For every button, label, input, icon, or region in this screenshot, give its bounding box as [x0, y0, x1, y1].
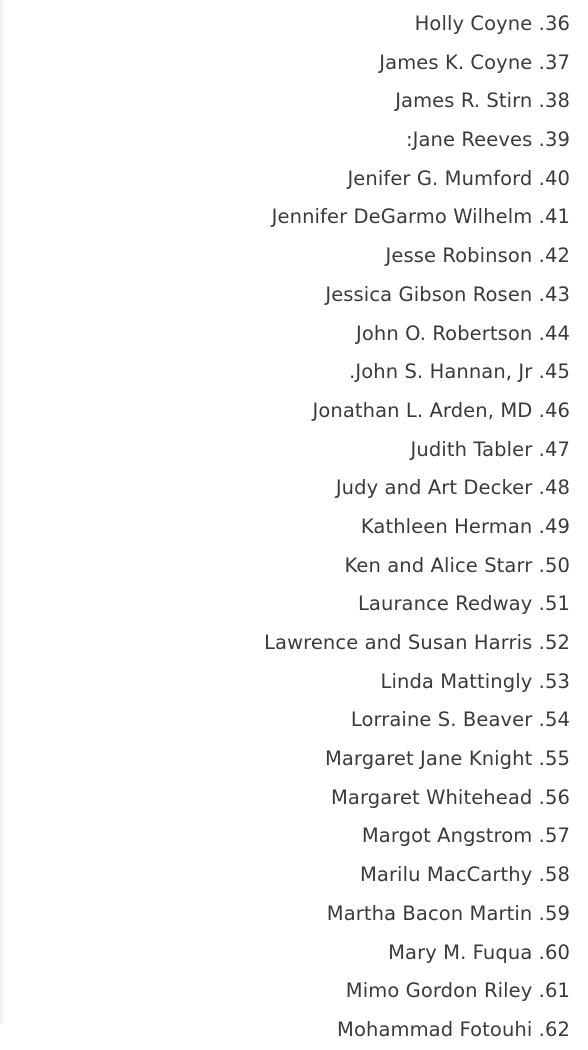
list-item: 55. Margaret Jane Knight	[324, 747, 570, 771]
list-item-name: Martha Bacon Martin	[326, 901, 533, 925]
list-item-number: 38	[544, 89, 570, 113]
list-item-number: 47	[544, 437, 570, 461]
names-list	[264, 5, 570, 1050]
list-item-number: 41	[544, 205, 570, 229]
list-item-name: Marilu MacCarthy	[359, 863, 533, 887]
list-item: 39. Jane Reeves:	[405, 128, 570, 152]
list-item-name: Jennifer DeGarmo Wilhelm	[271, 205, 533, 229]
list-item: 57. Margot Angstrom	[361, 824, 570, 848]
list-item: 48. Judy and Art Decker	[335, 476, 570, 500]
list-item: 43. Jessica Gibson Rosen	[325, 282, 570, 306]
list-item-number: 58	[544, 863, 570, 887]
list-item: 61. Mimo Gordon Riley	[345, 979, 570, 1003]
list-item: 60. Mary M. Fuqua	[388, 940, 570, 964]
list-item-name: Ken and Alice Starr	[344, 553, 533, 577]
list-item-name: Mary M. Fuqua	[388, 940, 533, 964]
list-item: 62. Mohammad Fotouhi	[337, 1017, 570, 1041]
page-left-edge	[0, 0, 3, 1024]
list-item: 42. Jesse Robinson	[385, 244, 570, 268]
list-item: 45. John S. Hannan, Jr.	[349, 360, 570, 384]
list-item: 46. Jonathan L. Arden, MD	[312, 398, 570, 422]
list-item-number: 52	[544, 631, 570, 654]
list-item: 41. Jennifer DeGarmo Wilhelm	[271, 205, 570, 229]
list-item-number: 44	[544, 321, 570, 345]
list-item-name: John S. Hannan, Jr.	[349, 360, 533, 384]
list-item-number: 37	[544, 50, 570, 74]
list-item-number: 40	[544, 166, 570, 190]
list-item: 44. John O. Robertson	[356, 321, 570, 345]
list-item: 49. Kathleen Herman	[360, 514, 570, 538]
list-item-number: 51	[544, 592, 570, 616]
list-item-name: James K. Coyne	[379, 50, 533, 74]
list-item-name: Lawrence and Susan Harris	[264, 631, 533, 654]
list-item: 51. Laurance Redway	[357, 592, 570, 616]
list-item-name: Judith Tabler	[410, 437, 533, 461]
list-item-number: 60	[544, 940, 570, 964]
list-item-name: Jonathan L. Arden, MD	[312, 398, 533, 422]
list-item-number: 46	[544, 398, 570, 422]
list-item: 40. Jenifer G. Mumford	[347, 166, 570, 190]
list-item-number: 57	[544, 824, 570, 848]
list-item: 58. Marilu MacCarthy	[359, 863, 570, 887]
list-item-name: Holly Coyne	[414, 12, 533, 35]
list-item-name: James R. Stirn	[395, 89, 533, 113]
list-item-number: 56	[544, 785, 570, 809]
list-item-name: Linda Mattingly	[380, 669, 533, 693]
list-item-number: 48	[544, 476, 570, 500]
list-item-name: Judy and Art Decker	[335, 476, 533, 500]
list-item-number: 43	[544, 282, 570, 306]
list-item: 38. James R. Stirn	[395, 89, 570, 113]
list-item: 47. Judith Tabler	[410, 437, 570, 461]
list-item-number: 45	[544, 360, 570, 384]
list-item-number: 36	[544, 12, 570, 35]
list-item: 53. Linda Mattingly	[380, 669, 570, 693]
list-item-number: 61	[544, 979, 570, 1003]
list-item-number: 62	[544, 1017, 570, 1041]
list-item-number: 42	[544, 244, 570, 268]
list-item-name: Mohammad Fotouhi	[337, 1017, 533, 1041]
list-item-name: Margaret Whitehead	[330, 785, 533, 809]
list-item: 36. Holly Coyne	[414, 12, 570, 35]
list-item-name: Laurance Redway	[357, 592, 533, 616]
list-item-number: 50	[544, 553, 570, 577]
list-item-name: Kathleen Herman	[360, 514, 533, 538]
list-item: 52. Lawrence and Susan Harris	[264, 631, 570, 654]
list-item-name: Margaret Jane Knight	[324, 747, 533, 771]
list-item-name: Jenifer G. Mumford	[347, 166, 533, 190]
list-item: 59. Martha Bacon Martin	[326, 901, 570, 925]
list-item-name: Jessica Gibson Rosen	[325, 282, 533, 306]
list-item: 50. Ken and Alice Starr	[344, 553, 570, 577]
list-item-number: 53	[544, 669, 570, 693]
list-item-number: 39	[544, 128, 570, 152]
list-item-name: Margot Angstrom	[361, 824, 533, 848]
list-item-name: Lorraine S. Beaver	[350, 708, 533, 732]
list-item-number: 49	[544, 514, 570, 538]
list-item: 37. James K. Coyne	[379, 50, 570, 74]
list-item-name: John O. Robertson	[356, 321, 533, 345]
list-item-name: Mimo Gordon Riley	[345, 979, 533, 1003]
list-item: 56. Margaret Whitehead	[330, 785, 570, 809]
list-item: 54. Lorraine S. Beaver	[350, 708, 570, 732]
list-item-number: 55	[544, 747, 570, 771]
list-item-number: 54	[544, 708, 570, 732]
list-item-number: 59	[544, 901, 570, 925]
list-item-name: Jesse Robinson	[385, 244, 533, 268]
list-item-name: Jane Reeves:	[405, 128, 533, 152]
